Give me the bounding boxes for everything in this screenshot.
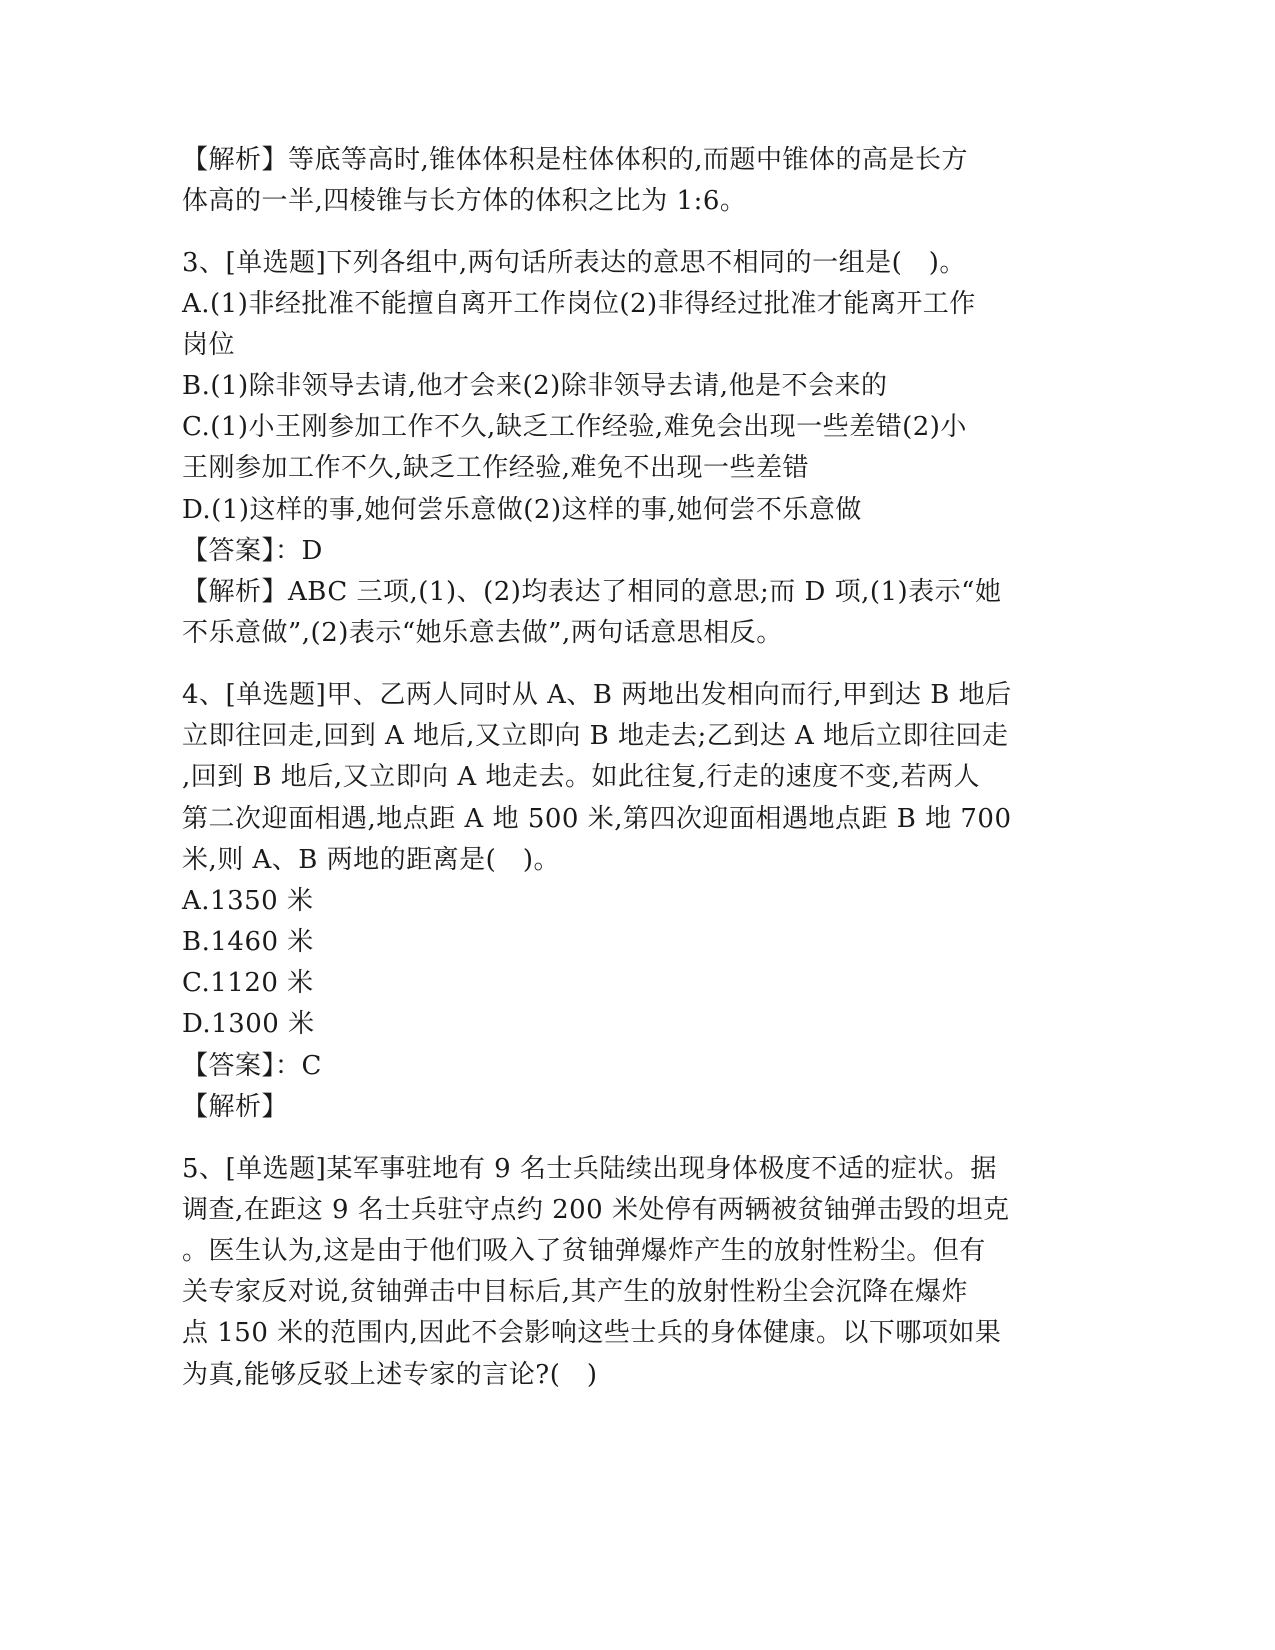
question-4-stem-line-4: 第二次迎面相遇,地点距 A 地 500 米,第四次迎面相遇地点距 B 地 700 xyxy=(182,804,1012,834)
question-3-option-d: D.(1)这样的事,她何尝乐意做(2)这样的事,她何尝不乐意做 xyxy=(182,495,862,525)
question-3-option-c-line-2: 王刚参加工作不久,缺乏工作经验,难免不出现一些差错 xyxy=(182,453,810,483)
question-4-option-a: A.1350 米 xyxy=(182,886,314,916)
question-5-stem-line-1: 5、[单选题]某军事驻地有 9 名士兵陆续出现身体极度不适的症状。据 xyxy=(182,1154,997,1184)
analysis-q2-line-2: 体高的一半,四棱锥与长方体的体积之比为 1:6。 xyxy=(182,186,747,216)
question-3-stem: 3、[单选题]下列各组中,两句话所表达的意思不相同的一组是( )。 xyxy=(182,248,966,278)
question-3-answer: 【答案】：D xyxy=(182,536,323,566)
question-4-option-d: D.1300 米 xyxy=(182,1009,315,1039)
question-4-stem-line-5: 米,则 A、B 两地的距离是( )。 xyxy=(182,845,560,875)
question-4-analysis: 【解析】 xyxy=(182,1092,289,1122)
question-3-analysis-line-1: 【解析】ABC 三项,(1)、(2)均表达了相同的意思;而 D 项,(1)表示“她 xyxy=(182,577,1002,607)
question-4-answer: 【答案】：C xyxy=(182,1051,322,1081)
question-3-option-a-line-1: A.(1)非经批准不能擅自离开工作岗位(2)非得经过批准才能离开工作 xyxy=(182,289,976,319)
question-4-stem-line-2: 立即往回走,回到 A 地后,又立即向 B 地走去;乙到达 A 地后立即往回走 xyxy=(182,721,1009,751)
question-3-option-a-line-2: 岗位 xyxy=(182,330,236,360)
question-4-option-b: B.1460 米 xyxy=(182,927,314,957)
question-5-stem-line-4: 关专家反对说,贫铀弹击中目标后,其产生的放射性粉尘会沉降在爆炸 xyxy=(182,1277,969,1307)
analysis-q2-line-1: 【解析】等底等高时,锥体体积是柱体体积的,而题中锥体的高是长方 xyxy=(182,145,969,175)
question-3-option-c-line-1: C.(1)小王刚参加工作不久,缺乏工作经验,难免会出现一些差错(2)小 xyxy=(182,412,967,442)
question-5-stem-line-6: 为真,能够反驳上述专家的言论?( ) xyxy=(182,1360,598,1390)
question-5-stem-line-2: 调查,在距这 9 名士兵驻守点约 200 米处停有两辆被贫铀弹击毁的坦克 xyxy=(182,1195,1010,1225)
question-5-stem-line-5: 点 150 米的范围内,因此不会影响这些士兵的身体健康。以下哪项如果 xyxy=(182,1318,1002,1348)
question-3-analysis-line-2: 不乐意做”,(2)表示“她乐意去做”,两句话意思相反。 xyxy=(182,618,783,648)
question-3-option-b: B.(1)除非领导去请,他才会来(2)除非领导去请,他是不会来的 xyxy=(182,371,888,401)
question-5-stem-line-3: 。医生认为,这是由于他们吸入了贫铀弹爆炸产生的放射性粉尘。但有 xyxy=(182,1236,986,1266)
question-4-stem-line-3: ,回到 B 地后,又立即向 A 地走去。如此往复,行走的速度不变,若两人 xyxy=(182,762,981,792)
question-4-option-c: C.1120 米 xyxy=(182,968,314,998)
question-4-stem-line-1: 4、[单选题]甲、乙两人同时从 A、B 两地出发相向而行,甲到达 B 地后 xyxy=(182,680,1012,710)
